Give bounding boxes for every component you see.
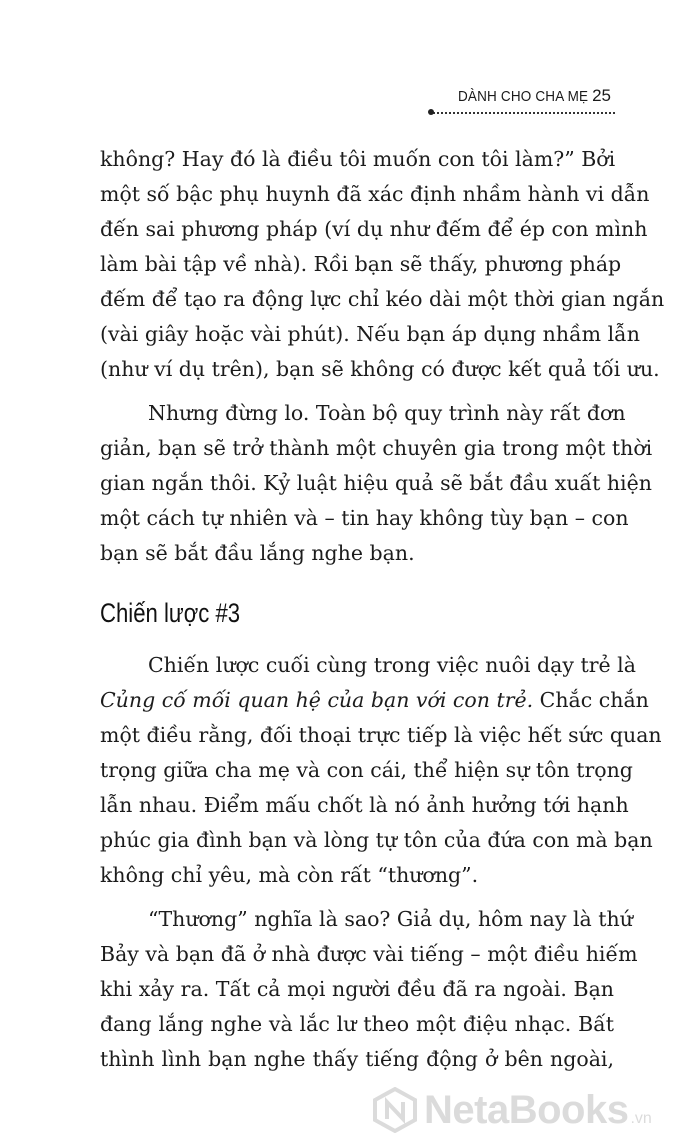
text-line: (như ví dụ trên), bạn sẽ không có được kết quả tối ưu. (100, 357, 660, 381)
watermark-brand: NetaBooks (424, 1087, 629, 1132)
text-line: đang lắng nghe và lắc lư theo một điệu nhạc. Bất (100, 1012, 614, 1036)
paragraph-continuation (100, 142, 665, 387)
text-line: Nhưng đừng lo. Toàn bộ quy trình này rất đơn (148, 401, 626, 425)
text-line: không? Hay đó là điều tôi muốn con tôi làm?” Bởi (100, 147, 616, 171)
text-line: thình lình bạn nghe thấy tiếng động ở bên ngoài, (100, 1047, 614, 1071)
text-line: một cách tự nhiên và – tin hay không tùy bạn – con (100, 506, 629, 530)
text-line: một số bậc phụ huynh đã xác định nhầm hành vi dẫn (100, 182, 650, 206)
page-number: 25 (592, 86, 611, 105)
section-heading: Chiến lược #3 (100, 598, 241, 628)
running-head-dotted-rule (430, 112, 615, 114)
text-line: không chỉ yêu, mà còn rất “thương”. (100, 863, 479, 887)
running-head (430, 84, 615, 122)
text-line: làm bài tập về nhà). Rồi bạn sẽ thấy, phương pháp (100, 252, 622, 276)
running-head-title: DÀNH CHO CHA MẸ (458, 88, 589, 105)
text-line: gian ngắn thôi. Kỷ luật hiệu quả sẽ bắt đầu xuất hiện (100, 471, 652, 495)
text-fragment: Chắc chắn (533, 688, 649, 712)
text-line: Bảy và bạn đã ở nhà được vài tiếng – một điều hiếm (100, 942, 638, 966)
netabooks-logo-icon (372, 1087, 418, 1133)
paragraph-thuong (100, 902, 638, 1077)
text-line: phúc gia đình bạn và lòng tự tôn của đứa con mà bạn (100, 828, 653, 852)
text-line: bạn sẽ bắt đầu lắng nghe bạn. (100, 541, 415, 565)
text-line: đếm để tạo ra động lực chỉ kéo dài một thời gian ngắn (100, 287, 665, 311)
text-line: Chiến lược cuối cùng trong việc nuôi dạy trẻ là (148, 653, 636, 677)
paragraph-reassurance (100, 396, 653, 571)
text-line: trọng giữa cha mẹ và con cái, thể hiện sự tôn trọng (100, 758, 633, 782)
netabooks-watermark (372, 1082, 692, 1138)
body-text-top (100, 142, 665, 571)
watermark-suffix: .vn (630, 1110, 652, 1127)
text-line: khi xảy ra. Tất cả mọi người đều đã ra ngoài. Bạn (100, 977, 614, 1001)
body-text-bottom (100, 648, 662, 1077)
text-line: đến sai phương pháp (ví dụ như đếm để ép con mình (100, 217, 648, 241)
running-head-bullet (428, 109, 434, 115)
text-line: giản, bạn sẽ trở thành một chuyên gia trong một thời (100, 436, 653, 460)
paragraph-strategy (100, 648, 662, 893)
italic-emphasis: Củng cố mối quan hệ của bạn với con trẻ. (100, 688, 534, 712)
text-line: (vài giây hoặc vài phút). Nếu bạn áp dụng nhầm lẫn (100, 322, 640, 346)
text-line: “Thương” nghĩa là sao? Giả dụ, hôm nay là thứ (148, 907, 633, 931)
text-line-with-italic (100, 683, 649, 718)
text-line: một điều rằng, đối thoại trực tiếp là việc hết sức quan (100, 723, 662, 747)
text-line: lẫn nhau. Điểm mấu chốt là nó ảnh hưởng tới hạnh (100, 793, 629, 817)
